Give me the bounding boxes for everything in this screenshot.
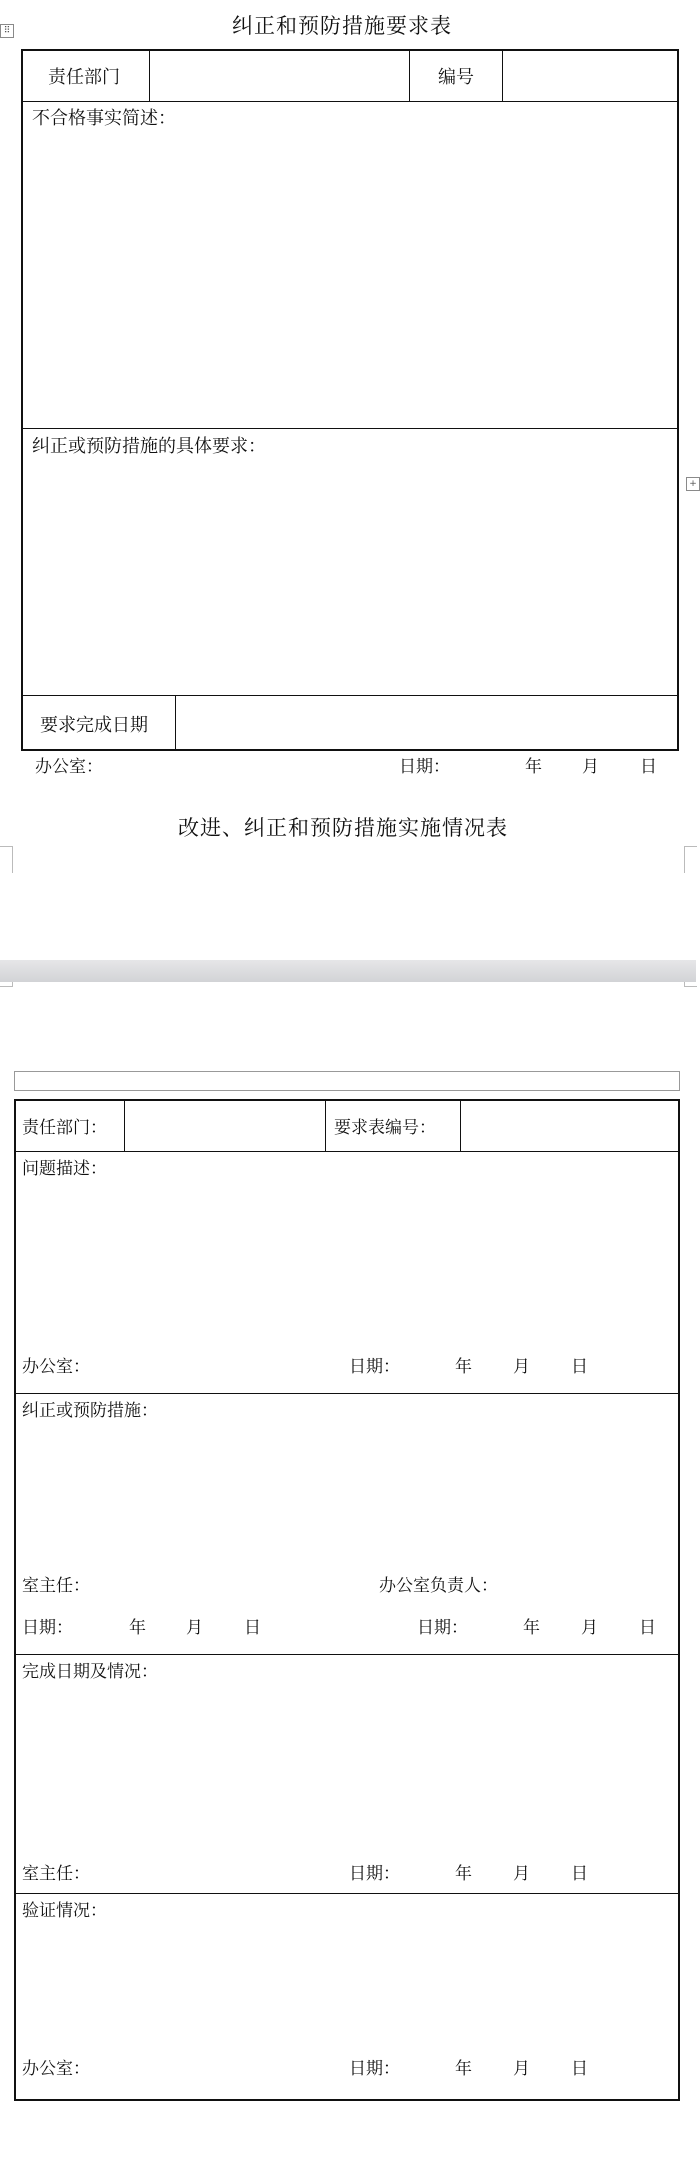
measures-date-left-label: 日期： (22, 1618, 73, 1638)
req-number-label: 要求表编号： (334, 1118, 436, 1138)
problem-year-label: 年 (455, 1357, 472, 1377)
page-gap (0, 960, 696, 982)
measures-year-left-label: 年 (129, 1618, 146, 1638)
form1-title: 纠正和预防措施要求表 (232, 14, 452, 38)
due-date-label: 要求完成日期 (40, 715, 148, 736)
problem-date-label: 日期： (349, 1357, 400, 1377)
measures-year-right-label: 年 (523, 1618, 540, 1638)
number-field[interactable] (504, 51, 677, 100)
header-area (14, 1071, 680, 1091)
due-date-field[interactable] (177, 697, 677, 749)
req-number-field[interactable] (462, 1101, 678, 1150)
verification-year-label: 年 (455, 2059, 472, 2079)
measures-month-right-label: 月 (581, 1618, 598, 1638)
verification-month-label: 月 (513, 2059, 530, 2079)
problem-label: 问题描述： (22, 1159, 107, 1179)
form1-day-label: 日 (640, 757, 657, 777)
problem-month-label: 月 (513, 1357, 530, 1377)
verification-field[interactable] (16, 1920, 678, 2040)
form1-office-label: 办公室： (35, 757, 103, 777)
completion-field[interactable] (16, 1681, 678, 1841)
completion-year-label: 年 (455, 1864, 472, 1884)
measures-day-right-label: 日 (639, 1618, 656, 1638)
verification-day-label: 日 (571, 2059, 588, 2079)
nonconformity-label: 不合格事实简述： (32, 108, 176, 129)
number-label: 编号 (438, 67, 474, 88)
measures-field[interactable] (16, 1420, 678, 1550)
requirements-label: 纠正或预防措施的具体要求： (32, 436, 266, 457)
form1-year-label: 年 (525, 757, 542, 777)
measures-director-label: 室主任： (22, 1576, 90, 1596)
verification-office-label: 办公室： (22, 2059, 90, 2079)
completion-month-label: 月 (513, 1864, 530, 1884)
table-move-handle-icon[interactable]: ⠿ (0, 24, 14, 38)
measures-date-right-label: 日期： (417, 1618, 468, 1638)
completion-director-label: 室主任： (22, 1864, 90, 1884)
measures-day-left-label: 日 (244, 1618, 261, 1638)
form1-date-label: 日期： (399, 757, 450, 777)
measures-month-left-label: 月 (186, 1618, 203, 1638)
completion-date-label: 日期： (349, 1864, 400, 1884)
form2-dept-field[interactable] (126, 1101, 324, 1150)
requirements-field[interactable] (23, 456, 677, 693)
form2-dept-label: 责任部门： (22, 1118, 107, 1138)
dept-label: 责任部门 (48, 67, 120, 88)
problem-office-label: 办公室： (22, 1357, 90, 1377)
nonconformity-field[interactable] (23, 128, 677, 426)
completion-day-label: 日 (571, 1864, 588, 1884)
form1-month-label: 月 (582, 757, 599, 777)
measures-office-head-label: 办公室负责人： (379, 1576, 498, 1596)
problem-field[interactable] (16, 1178, 678, 1328)
table-resize-handle-icon[interactable]: + (686, 477, 700, 491)
measures-label: 纠正或预防措施： (22, 1401, 158, 1421)
verification-label: 验证情况： (22, 1901, 107, 1921)
form2-title: 改进、纠正和预防措施实施情况表 (178, 816, 508, 840)
document-page-2 (0, 982, 696, 2181)
problem-day-label: 日 (571, 1357, 588, 1377)
completion-label: 完成日期及情况： (22, 1662, 158, 1682)
verification-date-label: 日期： (349, 2059, 400, 2079)
dept-field[interactable] (151, 51, 408, 100)
document-page-1 (0, 0, 696, 960)
